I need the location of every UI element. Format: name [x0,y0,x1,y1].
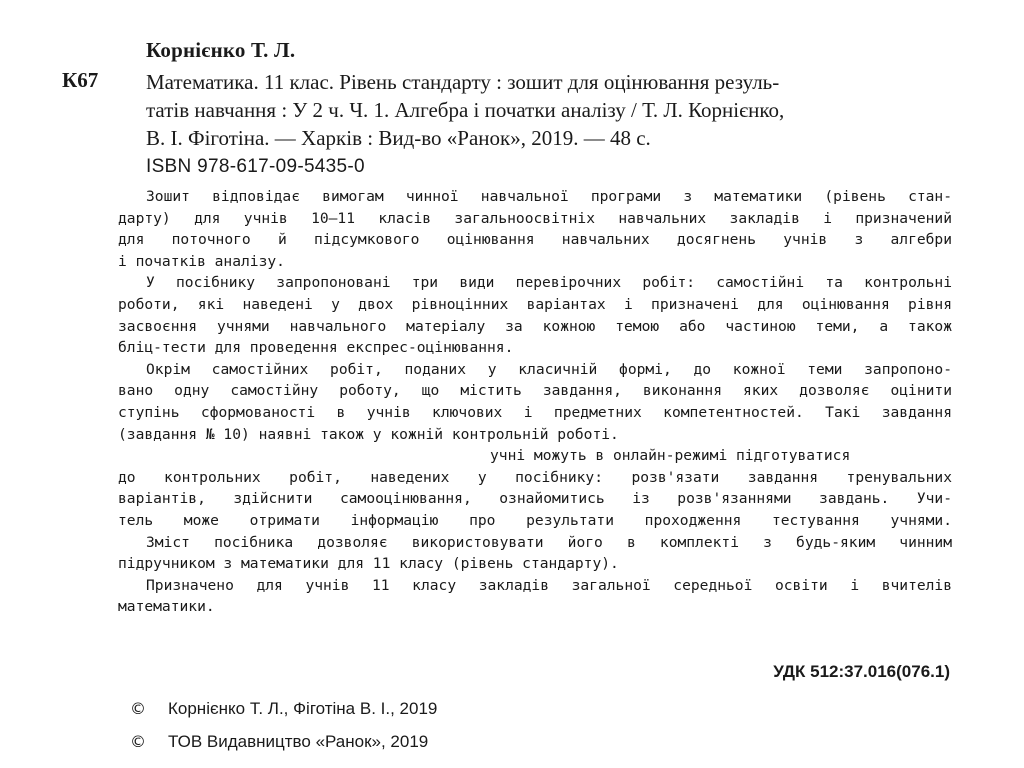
isbn: ISBN 978-617-09-5435-0 [146,156,365,177]
annotation-line: Призначено для учнів 11 класу закладів загальної середньої освіти і вчителів [146,576,952,594]
annotation-line: дарту) для учнів 10–11 класів загальноосвітніх навчальних закладів і призначений [118,209,952,227]
annotation-line: математики. [118,598,215,616]
annotation-line: вано одну самостійну роботу, що містить завдання, виконання яких дозволяє оцінити [118,382,952,400]
annotation-line: засвоєння учнями навчального матеріалу за кожною темою або частиною теми, а також [118,317,952,335]
copyright-text: ТОВ Видавництво «Ранок», 2019 [168,732,429,751]
annotation-line: тель може отримати інформацію про результати проходження тестування учнями. [118,511,952,529]
copyright-row [130,725,437,758]
annotation-line: У посібнику запропоновані три види перевірочних робіт: самостійні та контрольні [146,274,952,292]
bibliographic-line: татів навчання : У 2 ч. Ч. 1. Алгебра і початки аналізу / Т. Л. Корнієнко, [146,98,785,122]
copyright-row [130,692,437,725]
annotation-line: Окрім самостійних робіт, поданих у класичній формі, до кожної теми запропоно- [146,360,952,378]
udk-code: УДК 512:37.016(076.1) [773,662,950,681]
annotation-line: до контрольних робіт, наведених у посібнику: розв'язати завдання тренувальних [118,468,952,486]
bibliographic-line: В. І. Фіготіна. — Харків : Вид-во «Ранок», 2019. — 48 с. [146,126,651,150]
annotation-line: (завдання № 10) наявні також у кожній контрольній роботі. [118,425,619,443]
copyright-block [130,692,437,758]
annotation-line: ступінь сформованості в учнів ключових і предметних компетентностей. Такі завдання [118,403,952,421]
annotation-line: для поточного й підсумкового оцінювання навчальних досягнень учнів з алгебри [118,231,952,249]
copyright-icon: © [130,732,146,751]
annotation-line: учні можуть в онлайн-режимі підготуватися [490,447,851,465]
catalog-code: К67 [62,68,99,92]
annotation-line: і початків аналізу. [118,252,285,270]
annotation-line: бліц-тести для проведення експрес-оцінювання. [118,339,514,357]
author-heading: Корнієнко Т. Л. [146,38,296,62]
annotation-line: підручником з математики для 11 класу (рівень стандарту). [118,555,619,573]
copyright-text: Корнієнко Т. Л., Фіготіна В. І., 2019 [168,699,438,718]
copyright-icon: © [130,699,146,718]
bibliographic-line: Математика. 11 клас. Рівень стандарту : зошит для оцінювання резуль- [146,70,780,94]
annotation-line: роботи, які наведені у двох рівноцінних варіантах і призначені для оцінювання рівня [118,295,952,313]
bibliographic-description [146,68,946,152]
annotation-line: варіантів, здійснити самооцінювання, ознайомитись із розв'язаннями завдань. Учи- [118,490,952,508]
annotation-line: Зміст посібника дозволяє використовувати його в комплекті з будь-яким чинним [146,533,952,551]
annotation-line: Зошит відповідає вимогам чинної навчальної програми з математики (рівень стан- [146,188,952,205]
annotation-text [118,186,952,618]
